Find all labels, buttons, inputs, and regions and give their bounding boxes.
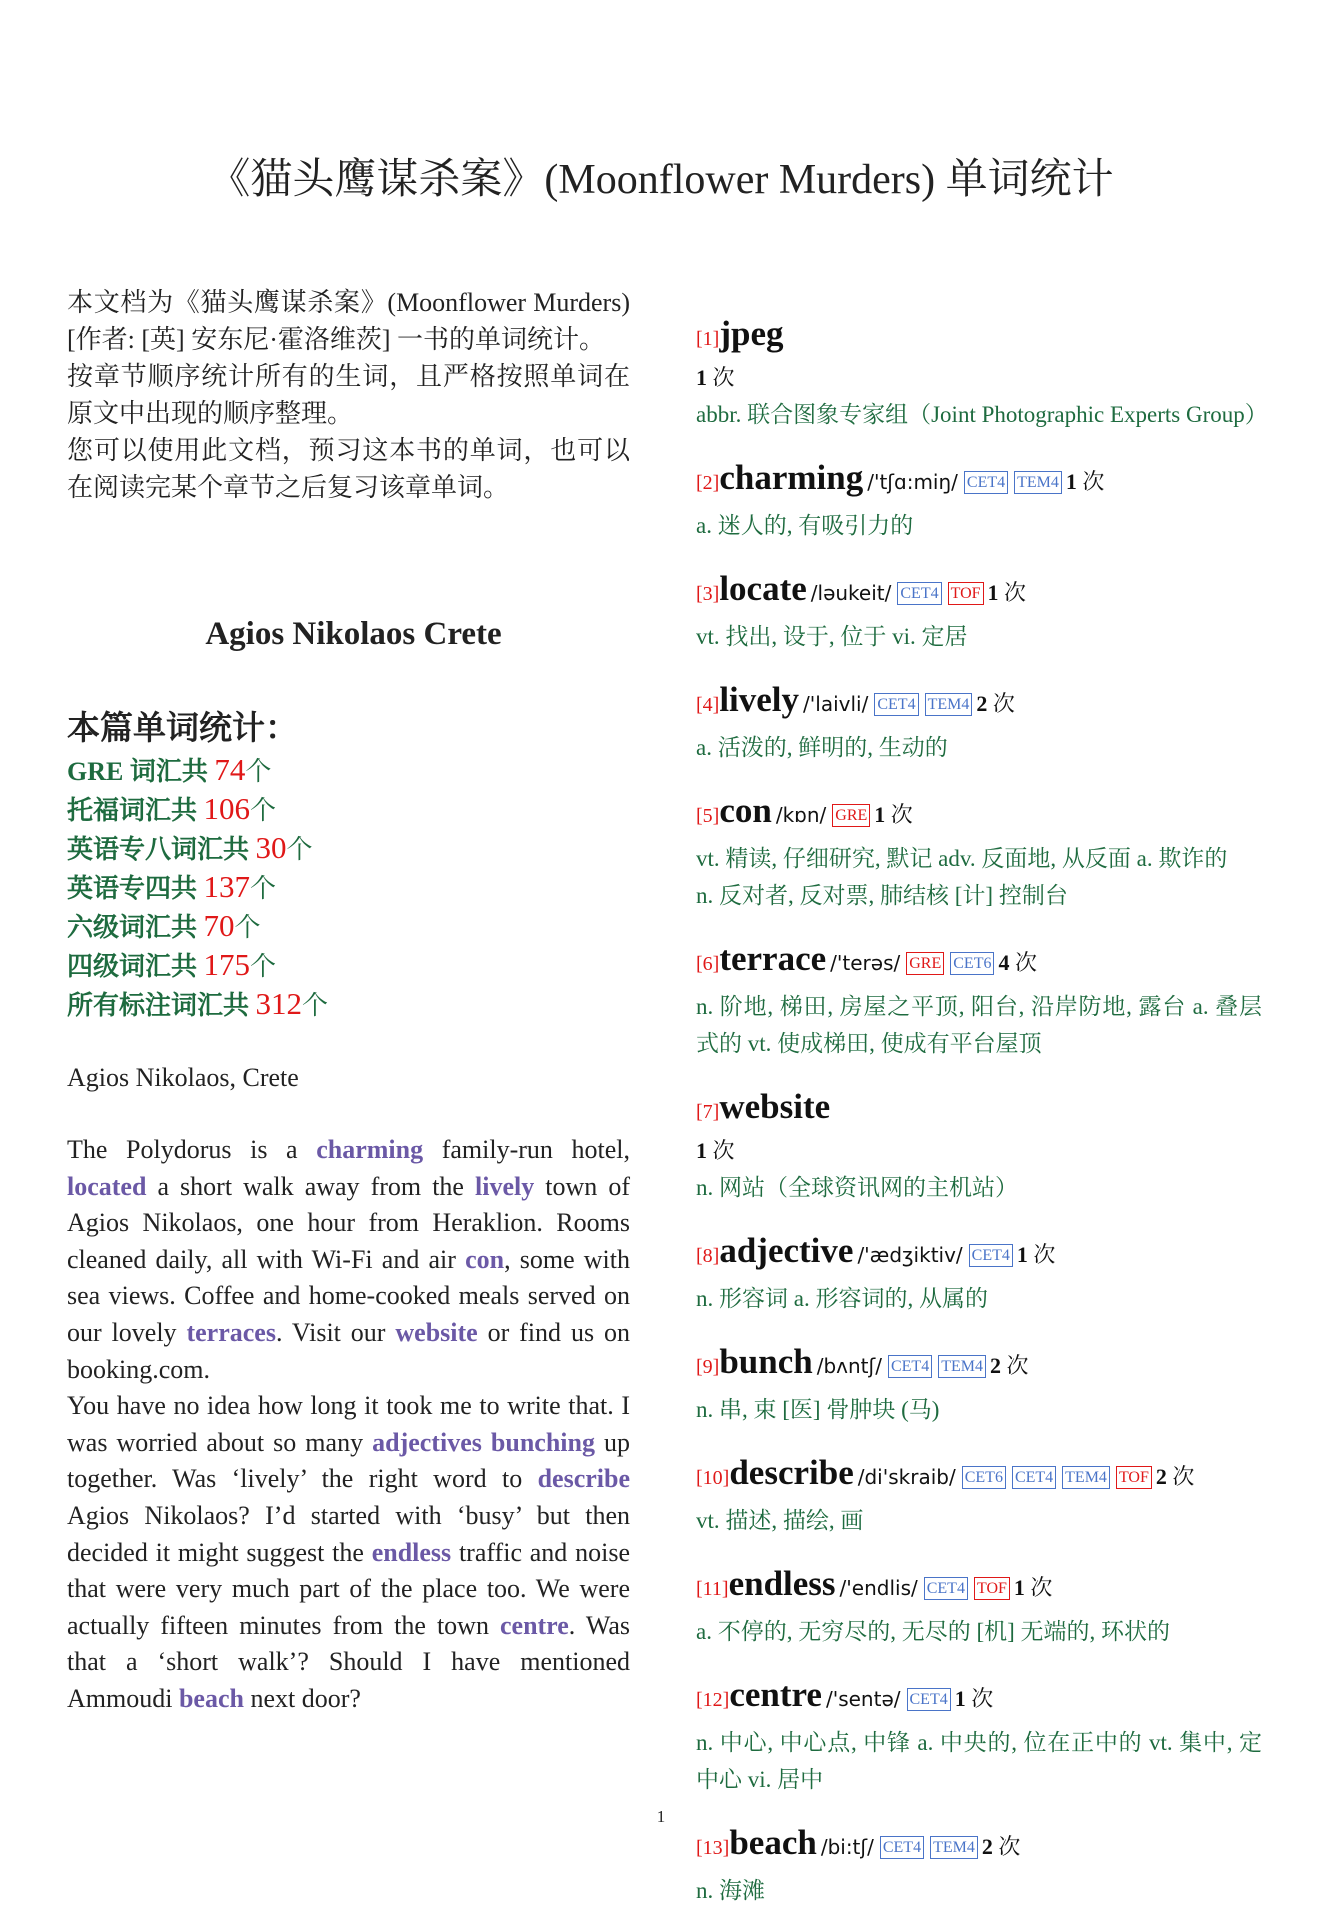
count-suffix: 次 [1027, 1242, 1056, 1267]
entry-index: [9] [696, 1356, 720, 1378]
passage-text [482, 1428, 491, 1457]
count-number: 1 [1016, 1242, 1028, 1267]
phonetic: /bʌntʃ/ [816, 1354, 882, 1378]
level-tag: CET4 [1012, 1466, 1056, 1489]
count-number: 2 [989, 1353, 1001, 1378]
count-suffix: 次 [1009, 950, 1037, 975]
document-title: 《猫头鹰谋杀案》(Moonflower Murders) 单词统计 [208, 157, 1114, 203]
headword: locate [719, 569, 807, 608]
count-number: 2 [1155, 1464, 1167, 1489]
count-number: 1 [874, 802, 886, 827]
passage [67, 1132, 630, 1718]
count-suffix: 次 [885, 802, 913, 827]
entry-index: [4] [696, 694, 720, 716]
headword-line [696, 1451, 1262, 1502]
entry-index: [7] [696, 1101, 720, 1123]
headword-line [696, 1562, 1262, 1613]
level-tag: TEM4 [1062, 1466, 1110, 1489]
highlighted-word: beach [178, 1683, 244, 1713]
headword: terrace [719, 939, 827, 978]
headword: charming [719, 458, 864, 497]
chapter-title: Agios Nikolaos Crete [205, 616, 502, 652]
stat-unit: 个 [250, 952, 277, 981]
headword: con [719, 791, 772, 830]
intro-paragraph: 本文档为《猫头鹰谋杀案》(Moonflower Murders)[作者: [英] 安东尼·霍洛维茨] 一书的单词统计。 [67, 288, 630, 354]
phonetic: /'sentə/ [825, 1687, 901, 1711]
left-column [67, 284, 630, 1718]
level-tag: TOF [974, 1577, 1010, 1600]
occurrence-count [696, 1138, 735, 1163]
passage-subheading: Agios Nikolaos, Crete [67, 1063, 299, 1092]
stat-count: 175 [203, 947, 251, 982]
passage-text: or find us on booking.com. [67, 1317, 630, 1384]
occurrence-count [955, 1686, 994, 1711]
stat-label: 英语专八词汇共 [67, 835, 256, 864]
passage-text: town of Agios Nikolaos, one hour from Heraklion. Rooms cleaned daily, all with Wi-Fi and air [67, 1171, 630, 1274]
passage-text: next door? [243, 1683, 361, 1713]
entry-index: [3] [696, 583, 720, 605]
phonetic: /bi:tʃ/ [820, 1835, 874, 1859]
occurrence-count [998, 950, 1037, 975]
stat-row [67, 907, 630, 946]
level-tag: TEM4 [1014, 471, 1062, 494]
level-tag: CET4 [888, 1355, 932, 1378]
definition: n. 海滩 [696, 1878, 765, 1903]
occurrence-count [1014, 1575, 1053, 1600]
highlighted-word: adjectives [372, 1427, 482, 1457]
phonetic: /'endlis/ [839, 1576, 918, 1600]
stat-count: 137 [203, 869, 251, 904]
vocab-entry [696, 1673, 1262, 1798]
passage-text: , some with sea views. Coffee and home-cooked meals served on our lovely [67, 1244, 631, 1347]
vocab-entry [696, 567, 1262, 655]
phonetic: /kɒn/ [775, 803, 827, 827]
vocab-entry [696, 1229, 1262, 1317]
passage-text: traffic and noise that were very much part of the place too. We were actually fifteen minutes from the town [67, 1537, 630, 1640]
headword-line [696, 937, 1262, 988]
stat-label: 六级词汇共 [67, 913, 204, 942]
stat-label: 所有标注词汇共 [67, 991, 256, 1020]
count-number: 2 [981, 1834, 993, 1859]
level-tag: CET4 [874, 693, 918, 716]
headword-line [696, 312, 1262, 363]
intro-section [67, 284, 630, 506]
headword: centre [729, 1675, 822, 1714]
level-tag: TOF [948, 582, 984, 605]
level-tag: CET6 [962, 1466, 1006, 1489]
occurrence-count [990, 1353, 1029, 1378]
definition: a. 活泼的, 鲜明的, 生动的 [696, 735, 948, 760]
occurrence-count [1017, 1242, 1056, 1267]
definition: n. 反对者, 反对票, 肺结核 [计] 控制台 [696, 883, 1068, 908]
definition: n. 形容词 a. 形容词的, 从属的 [696, 1286, 988, 1311]
stat-label: 托福词汇共 [67, 796, 204, 825]
count-number: 2 [976, 691, 988, 716]
definition: a. 不停的, 无穷尽的, 无尽的 [机] 无端的, 环状的 [696, 1619, 1171, 1644]
stat-row [67, 868, 630, 907]
stats-heading: 本篇单词统计： [67, 711, 298, 747]
stat-unit: 个 [250, 796, 277, 825]
phonetic: /'laivli/ [803, 692, 869, 716]
level-tag: CET4 [907, 1688, 951, 1711]
stat-label: GRE 词汇共 [67, 757, 215, 786]
count-number: 1 [1013, 1575, 1025, 1600]
highlighted-word: terraces [186, 1317, 276, 1347]
highlighted-word: centre [499, 1610, 569, 1640]
entry-index: [13] [696, 1837, 730, 1859]
occurrence-count [696, 365, 735, 390]
stat-count: 70 [203, 908, 235, 943]
passage-paragraph [67, 1388, 630, 1717]
entry-index: [1] [696, 328, 720, 350]
stat-row [67, 751, 630, 790]
stat-unit: 个 [234, 913, 261, 942]
vocab-entry [696, 456, 1262, 544]
level-tag: CET4 [880, 1836, 924, 1859]
definition: vt. 精读, 仔细研究, 默记 adv. 反面地, 从反面 a. 欺诈的 [696, 846, 1228, 871]
stat-count: 312 [255, 986, 303, 1021]
highlighted-word: located [67, 1171, 147, 1201]
stat-unit: 个 [250, 874, 277, 903]
level-tag: GRE [832, 804, 870, 827]
stat-count: 30 [255, 830, 287, 865]
headword: website [719, 1087, 831, 1126]
stat-label: 英语专四共 [67, 874, 204, 903]
stat-unit: 个 [286, 835, 313, 864]
vocab-entry [696, 1085, 1262, 1206]
stat-unit: 个 [302, 991, 329, 1020]
highlighted-word: website [395, 1317, 478, 1347]
definition: vt. 描述, 描绘, 画 [696, 1508, 864, 1533]
count-number: 4 [998, 950, 1010, 975]
level-tag: TEM4 [930, 1836, 978, 1859]
level-tag: CET6 [950, 952, 994, 975]
level-tag: CET4 [964, 471, 1008, 494]
entry-index: [8] [696, 1245, 720, 1267]
page-number: 1 [656, 1807, 666, 1826]
vocab-entry [696, 1451, 1262, 1539]
count-suffix: 次 [987, 691, 1015, 716]
count-suffix: 次 [998, 580, 1027, 605]
stat-row [67, 790, 630, 829]
count-number: 1 [696, 365, 707, 390]
level-tag: CET4 [897, 582, 941, 605]
definition: n. 阶地, 梯田, 房屋之平顶, 阳台, 沿岸防地, 露台 a. 叠层式的 vt. 使成梯田, 使成有平台屋顶 [696, 994, 1262, 1056]
occurrence-count [1066, 469, 1105, 494]
highlighted-word: lively [475, 1171, 535, 1201]
headword-line [696, 567, 1262, 618]
vocab-entry [696, 1562, 1262, 1650]
highlighted-word: describe [537, 1464, 630, 1494]
count-suffix: 次 [992, 1834, 1021, 1859]
phonetic: /'terəs/ [830, 951, 901, 975]
vocab-entry [696, 1821, 1262, 1909]
level-tag: CET4 [969, 1244, 1013, 1267]
level-tag: TEM4 [938, 1355, 986, 1378]
definition: a. 迷人的, 有吸引力的 [696, 513, 914, 538]
count-suffix: 次 [1076, 469, 1105, 494]
passage-paragraph [67, 1132, 630, 1388]
passage-text: a short walk away from the [146, 1171, 476, 1201]
vocab-entry [696, 789, 1262, 914]
count-suffix: 次 [707, 365, 735, 390]
vocab-entry [696, 678, 1262, 766]
highlighted-word: charming [316, 1135, 424, 1164]
entry-index: [6] [696, 953, 720, 975]
vocab-entry [696, 937, 1262, 1062]
level-tag: GRE [906, 952, 944, 975]
stat-count: 74 [214, 752, 246, 787]
stat-row [67, 946, 630, 985]
occurrence-count [976, 691, 1015, 716]
stat-count: 106 [203, 791, 251, 826]
count-number: 1 [954, 1686, 966, 1711]
count-suffix: 次 [1166, 1464, 1195, 1489]
count-line [696, 363, 1262, 396]
headword-line [696, 1821, 1262, 1872]
count-suffix: 次 [1000, 1353, 1029, 1378]
passage-text: You have no idea how long it took me to write that. I was worried about so many [67, 1391, 630, 1457]
headword-line [696, 1673, 1262, 1724]
stat-row [67, 829, 630, 868]
definition: n. 网站（全球资讯网的主机站） [696, 1175, 1018, 1200]
headword: bunch [719, 1342, 813, 1381]
vocabulary-list [696, 312, 1268, 1932]
definition: n. 中心, 中心点, 中锋 a. 中央的, 位在正中的 vt. 集中, 定中心 vi. 居中 [696, 1730, 1262, 1792]
stat-unit: 个 [245, 757, 272, 786]
passage-text: . Was that a ‘short walk’? Should I have mentioned Ammoudi [67, 1610, 630, 1713]
intro-paragraph: 按章节顺序统计所有的生词，且严格按照单词在原文中出现的顺序整理。 [67, 362, 630, 428]
phonetic: /'tʃɑ:miŋ/ [867, 470, 958, 494]
passage-text: Agios Nikolaos? I’d started with ‘busy’ but then decided it might suggest the [67, 1500, 630, 1567]
headword-line [696, 1085, 1262, 1136]
highlighted-word: con [465, 1244, 505, 1274]
level-tag: CET4 [924, 1577, 968, 1600]
phonetic: /ləukeit/ [810, 581, 892, 605]
count-suffix: 次 [707, 1138, 735, 1163]
stat-row [67, 985, 630, 1024]
headword-line [696, 678, 1262, 729]
passage-text: family-run hotel, [423, 1135, 630, 1164]
passage-text: . Visit our [275, 1317, 396, 1347]
headword-line [696, 789, 1262, 840]
stats-list [67, 751, 630, 1024]
definition: vt. 找出, 设于, 位于 vi. 定居 [696, 624, 968, 649]
definition: abbr. 联合图象专家组（Joint Photographic Experts Group） [696, 402, 1268, 427]
passage-text: The Polydorus is a [67, 1135, 317, 1164]
entry-index: [5] [696, 805, 720, 827]
headword-line [696, 1340, 1262, 1391]
count-suffix: 次 [1024, 1575, 1053, 1600]
definition: n. 串, 束 [医] 骨肿块 (马) [696, 1397, 940, 1422]
vocab-entry [696, 1340, 1262, 1428]
count-number: 1 [987, 580, 999, 605]
occurrence-count [982, 1834, 1021, 1859]
highlighted-word: bunching [490, 1427, 595, 1457]
passage-text: up together. Was ‘lively’ the right word to [67, 1427, 631, 1494]
headword-line [696, 456, 1262, 507]
phonetic: /'ædʒiktiv/ [857, 1243, 963, 1267]
headword: jpeg [719, 314, 784, 353]
headword: adjective [719, 1231, 854, 1270]
count-suffix: 次 [965, 1686, 994, 1711]
entry-index: [10] [696, 1467, 730, 1489]
level-tag: TEM4 [925, 693, 973, 716]
entry-index: [2] [696, 472, 720, 494]
count-line [696, 1136, 1262, 1169]
occurrence-count [874, 802, 913, 827]
count-number: 1 [696, 1138, 707, 1163]
headword: lively [719, 680, 800, 719]
count-number: 1 [1065, 469, 1077, 494]
entry-index: [11] [696, 1578, 729, 1600]
headword: endless [728, 1564, 836, 1603]
highlighted-word: endless [371, 1537, 452, 1567]
level-tag: TOF [1116, 1466, 1152, 1489]
occurrence-count [988, 580, 1027, 605]
occurrence-count [1156, 1464, 1195, 1489]
headword-line [696, 1229, 1262, 1280]
entry-index: [12] [696, 1689, 730, 1711]
headword: beach [729, 1823, 817, 1862]
intro-paragraph: 您可以使用此文档，预习这本书的单词，也可以在阅读完某个章节之后复习该章单词。 [67, 436, 630, 502]
phonetic: /di'skraib/ [857, 1465, 956, 1489]
stat-label: 四级词汇共 [67, 952, 204, 981]
headword: describe [729, 1453, 854, 1492]
vocab-entry [696, 312, 1268, 433]
